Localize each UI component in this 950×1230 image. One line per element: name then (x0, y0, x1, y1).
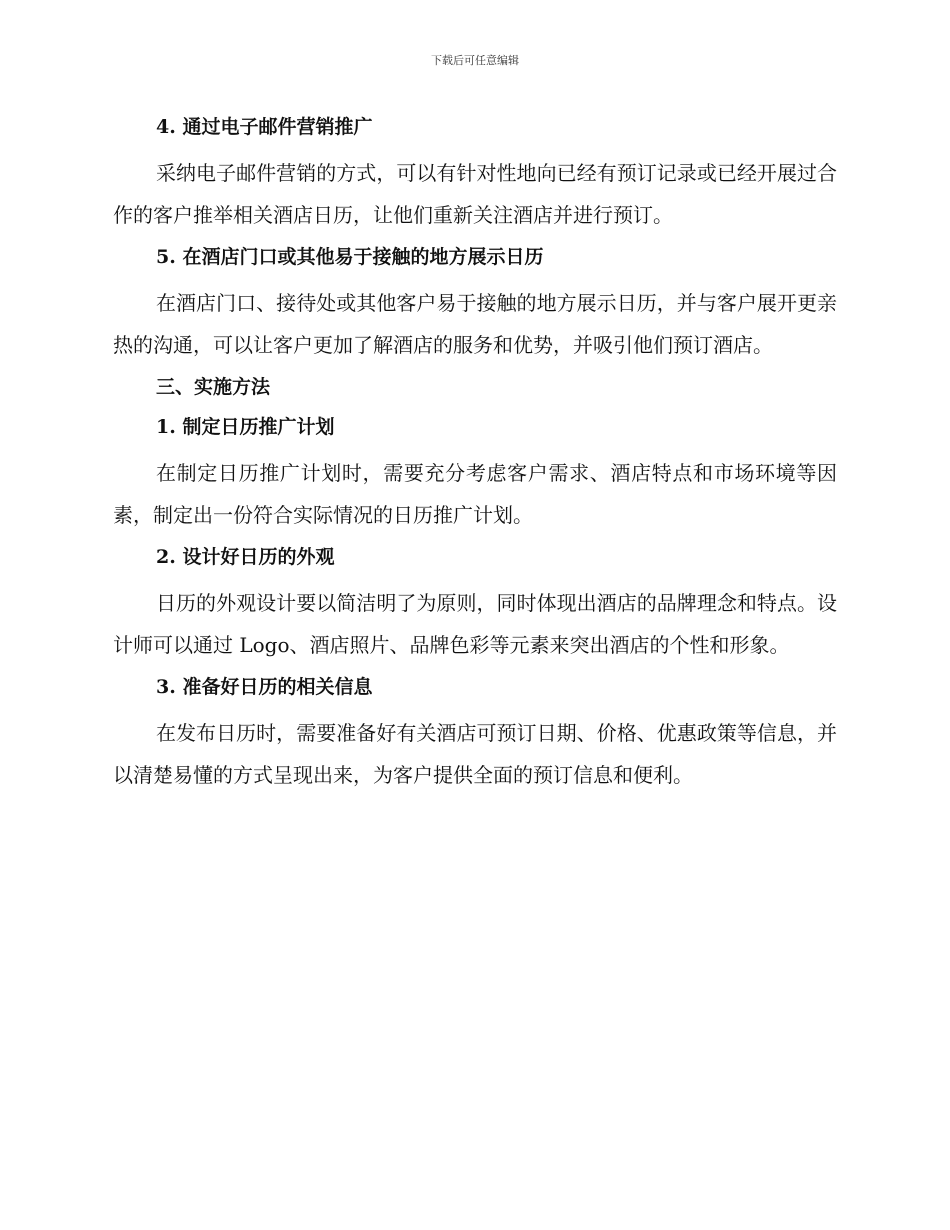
chapter-heading-implementation: 三、实施方法 (156, 376, 271, 398)
paragraph-display-calendar: 在酒店门口、接待处或其他客户易于接触的地方展示日历，并与客户展开更亲热的沟通，可以让客户更加了解酒店的服务和优势，并吸引他们预订酒店。 (113, 291, 837, 357)
document-body (113, 112, 837, 802)
page-header: 下载后可任意编辑 (431, 54, 519, 67)
section-heading-design: 2. 设计好日历的外观 (156, 546, 335, 568)
section-heading-display-calendar: 5. 在酒店门口或其他易于接触的地方展示日历 (156, 246, 544, 268)
paragraph-information: 在发布日历时，需要准备好有关酒店可预订日期、价格、优惠政策等信息，并以清楚易懂的方式呈现出来，为客户提供全面的预订信息和便利。 (113, 721, 837, 787)
section-heading-email-marketing: 4. 通过电子邮件营销推广 (156, 116, 373, 138)
paragraph-plan: 在制定日历推广计划时，需要充分考虑客户需求、酒店特点和市场环境等因素，制定出一份符合实际情况的日历推广计划。 (113, 461, 837, 527)
section-heading-plan: 1. 制定日历推广计划 (156, 416, 335, 438)
section-heading-information: 3. 准备好日历的相关信息 (156, 676, 373, 698)
paragraph-design: 日历的外观设计要以简洁明了为原则，同时体现出酒店的品牌理念和特点。设计师可以通过 Logo、酒店照片、品牌色彩等元素来突出酒店的个性和形象。 (113, 591, 837, 657)
paragraph-email-marketing: 采纳电子邮件营销的方式，可以有针对性地向已经有预订记录或已经开展过合作的客户推举相关酒店日历，让他们重新关注酒店并进行预订。 (113, 161, 837, 227)
